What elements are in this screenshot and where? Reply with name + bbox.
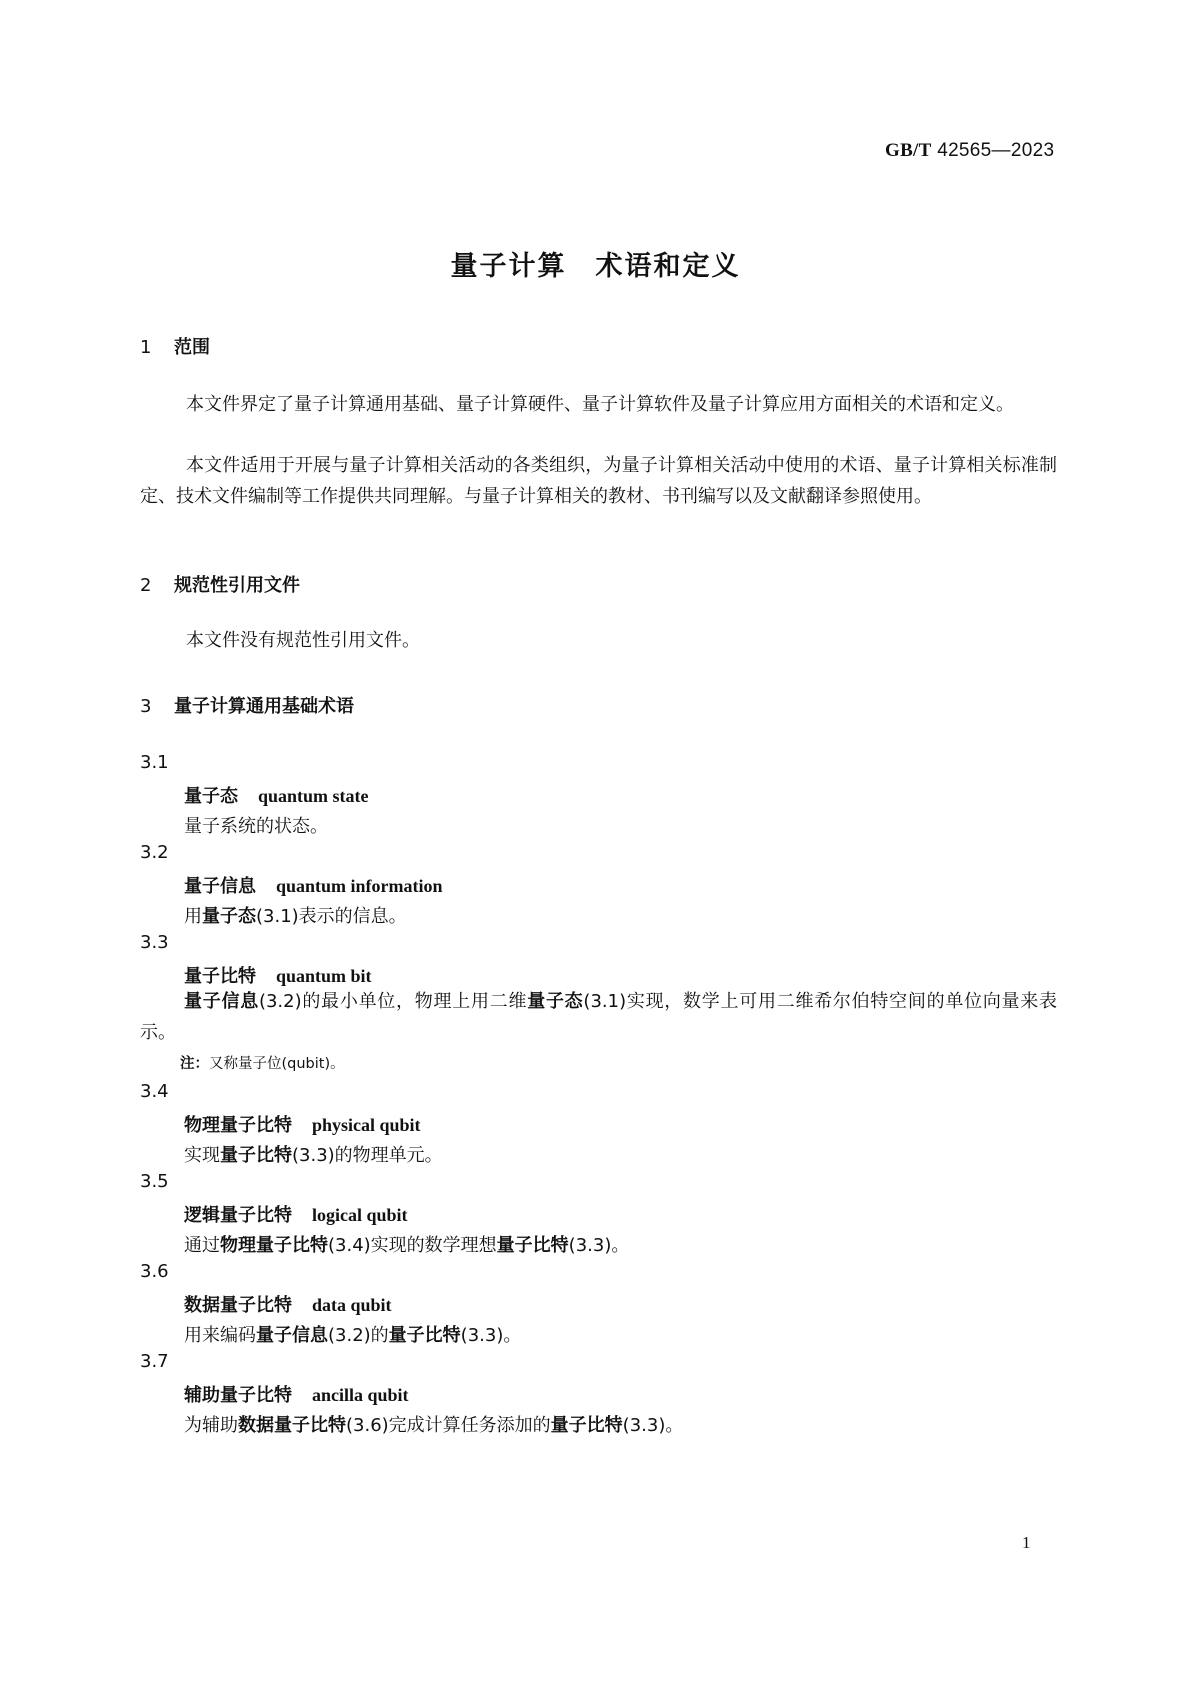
term-heading: 数据量子比特 data qubit	[184, 1295, 392, 1316]
term-reference: 量子信息	[184, 991, 259, 1012]
standard-number: GB/T 42565—2023	[885, 140, 1055, 161]
term-number: 3.4	[140, 1081, 169, 1102]
term-definition	[184, 1411, 683, 1437]
term-number: 3.6	[140, 1261, 169, 1282]
page-number: 1	[1022, 1533, 1031, 1552]
definition-text: (3.3)。	[460, 1325, 522, 1346]
term-heading: 量子态 quantum state	[184, 786, 369, 807]
term-definition	[184, 1141, 443, 1167]
definition-text: (3.3)的物理单元。	[292, 1145, 443, 1166]
definition-text: 通过	[184, 1235, 220, 1256]
term-note: 注：又称量子位(qubit)。	[180, 1056, 345, 1072]
term-number: 3.3	[140, 932, 169, 953]
term-number: 3.2	[140, 842, 169, 863]
term-heading: 物理量子比特 physical qubit	[184, 1115, 421, 1136]
term-definition	[184, 1321, 521, 1347]
definition-text: (3.4)实现的数学理想	[328, 1235, 497, 1256]
term-definition	[184, 902, 407, 928]
term-definition	[140, 986, 1057, 1048]
term-heading: 量子信息 quantum information	[184, 876, 443, 897]
document-title: 量子计算 术语和定义	[450, 251, 741, 282]
term-reference: 数据量子比特	[238, 1415, 346, 1436]
term-reference: 量子态	[202, 906, 256, 927]
definition-text: 量子系统的状态。	[184, 816, 328, 837]
term-reference: 量子比特	[388, 1325, 461, 1346]
definition-text: (3.6)完成计算任务添加的	[346, 1415, 551, 1436]
term-reference: 量子比特	[550, 1415, 623, 1436]
term-heading: 逻辑量子比特 logical qubit	[184, 1205, 408, 1226]
term-reference: 量子比特	[220, 1145, 292, 1166]
definition-text: (3.1)实现，数学上可用二维希尔伯特空间的单位向量来表示。	[140, 991, 1058, 1043]
term-heading: 辅助量子比特 ancilla qubit	[184, 1385, 409, 1406]
definition-text: (3.1)表示的信息。	[256, 906, 407, 927]
term-number: 3.1	[140, 752, 169, 773]
term-definition	[184, 1231, 629, 1257]
definition-text: (3.2)的最小单位，物理上用二维	[258, 991, 528, 1012]
section-2-paragraph-1: 本文件没有规范性引用文件。	[186, 630, 420, 651]
definition-text: 实现	[184, 1145, 220, 1166]
term-heading: 量子比特 quantum bit	[184, 966, 372, 987]
definition-text: (3.3)。	[622, 1415, 684, 1436]
definition-text: (3.2)的	[328, 1325, 389, 1346]
definition-text: 用来编码	[184, 1325, 256, 1346]
term-number: 3.5	[140, 1171, 169, 1192]
term-definition	[184, 812, 328, 838]
section-1-heading: 1 范围	[140, 337, 210, 358]
term-number: 3.7	[140, 1351, 169, 1372]
section-2-heading: 2 规范性引用文件	[140, 575, 300, 596]
definition-text: (3.3)。	[568, 1235, 630, 1256]
section-1-paragraph-1: 本文件界定了量子计算通用基础、量子计算硬件、量子计算软件及量子计算应用方面相关的术语和定义。	[186, 394, 1014, 415]
section-1-paragraph-2: 本文件适用于开展与量子计算相关活动的各类组织，为量子计算相关活动中使用的术语、量子计算相关标准制定、技术文件编制等工作提供共同理解。与量子计算相关的教材、书刊编写以及文献翻译参照使用。	[140, 455, 1057, 507]
definition-text: 用	[184, 906, 202, 927]
section-3-heading: 3 量子计算通用基础术语	[140, 696, 354, 717]
definition-text: 为辅助	[184, 1415, 238, 1436]
term-reference: 量子比特	[496, 1235, 569, 1256]
term-reference: 物理量子比特	[220, 1235, 328, 1256]
term-reference: 量子信息	[256, 1325, 328, 1346]
term-reference: 量子态	[527, 991, 584, 1012]
